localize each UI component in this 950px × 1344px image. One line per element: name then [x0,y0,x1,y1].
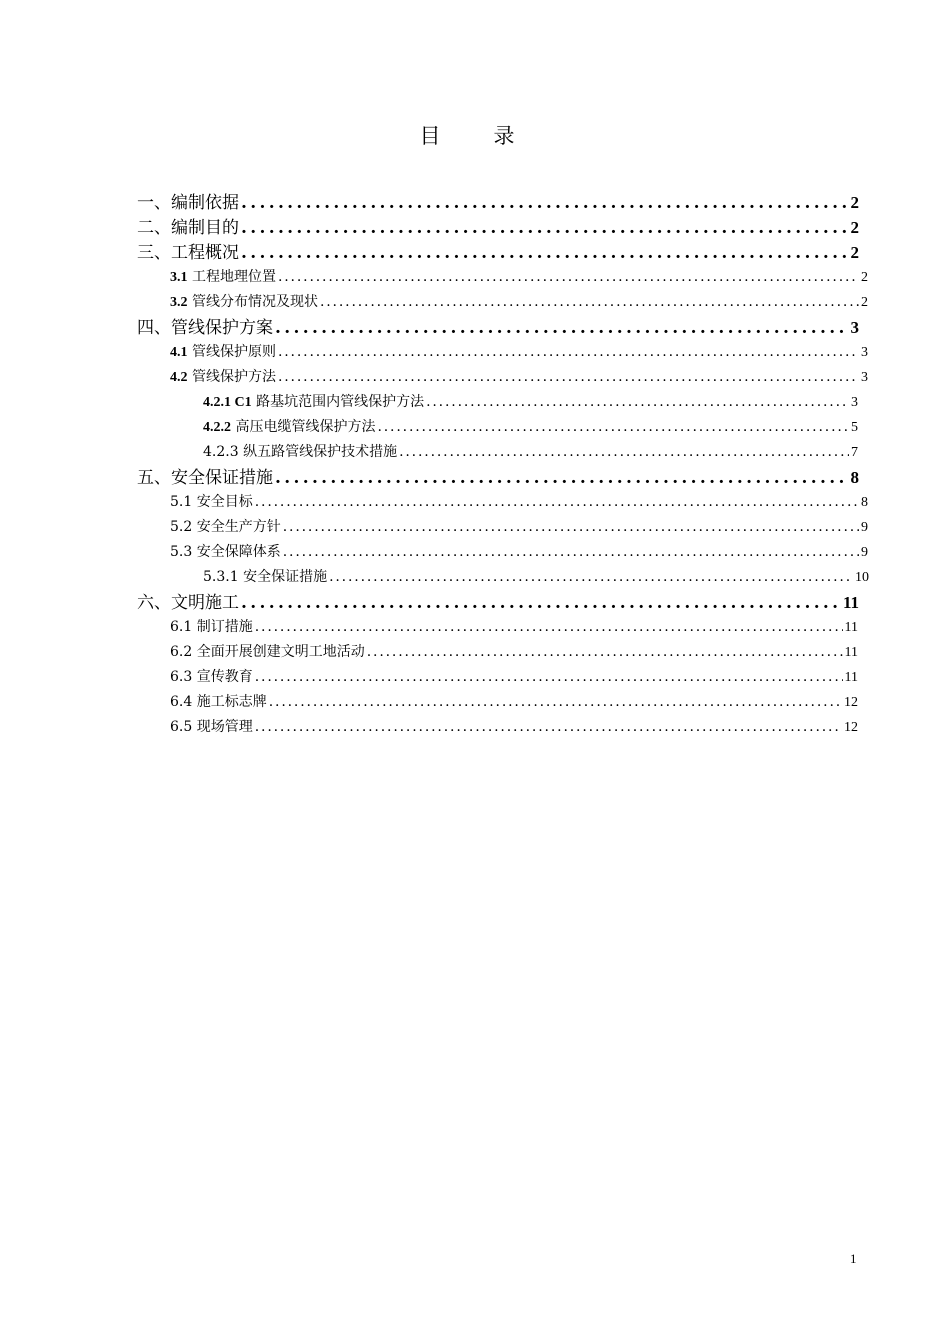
toc-leader-dots [283,544,859,560]
toc-entry-page: 5 [851,420,858,435]
toc-leader-dots [367,644,843,660]
toc-entry-7[interactable] [170,341,868,361]
toc-entry-label: 一、编制依据 [137,193,239,212]
toc-entry-page: 3 [850,318,859,337]
toc-entry-page: 8 [861,495,868,510]
toc-entry-22[interactable] [170,716,858,736]
toc-leader-dots [278,369,859,385]
toc-entry-page: 11 [844,670,858,685]
toc-entry-page: 11 [842,593,859,612]
toc-entry-page: 8 [850,468,859,487]
toc-leader-dots [399,444,849,460]
toc-entry-page: 10 [855,570,869,585]
toc-entry-label: 6.1 制订措施 [170,619,253,635]
toc-entry-17[interactable] [137,588,859,612]
toc-entry-15[interactable] [170,541,868,561]
toc-entry-number: 4.2.1 C1 [203,395,252,410]
toc-entry-page: 11 [844,620,858,635]
toc-leader-dots [320,294,859,310]
toc-entry-page: 2 [861,295,868,310]
toc-entry-label: 管线保护原则 [187,344,276,360]
toc-leader-dots [255,619,843,635]
toc-entry-3[interactable] [137,238,859,262]
toc-entry-13[interactable] [170,491,868,511]
toc-leader-dots [426,394,849,410]
toc-leader-dots [241,593,841,612]
toc-entry-page: 12 [844,720,858,735]
toc-entry-label: 5.2 安全生产方针 [170,519,281,535]
toc-entry-number: 4.2 [170,370,188,385]
toc-entry-label: 6.5 现场管理 [170,719,253,735]
toc-entry-1[interactable] [137,188,859,212]
toc-entry-21[interactable] [170,691,858,711]
toc-entry-label: 4.2.3 纵五路管线保护技术措施 [203,444,398,460]
toc-entry-5[interactable] [170,291,868,311]
toc-leader-dots [275,468,849,487]
toc-entry-label: 三、工程概况 [137,243,239,262]
toc-entry-label: 5.3 安全保障体系 [170,544,281,560]
toc-entry-label: 5.3.1 安全保证措施 [203,569,328,585]
toc-entry-label: 六、文明施工 [137,593,239,612]
toc-entry-19[interactable] [170,641,858,661]
toc-entry-4[interactable] [170,266,868,286]
toc-leader-dots [241,243,849,262]
toc-leader-dots [278,344,859,360]
toc-entry-label: 6.4 施工标志牌 [170,694,267,710]
toc-entry-label: 6.3 宣传教育 [170,669,253,685]
toc-entry-label: 6.2 全面开展创建文明工地活动 [170,644,365,660]
toc-entry-page: 12 [844,695,858,710]
toc-entry-label: 管线保护方法 [187,369,276,385]
toc-leader-dots [377,419,849,435]
toc-entry-number: 3.2 [170,295,188,310]
toc-leader-dots [241,193,849,212]
toc-leader-dots [255,494,859,510]
toc-entry-20[interactable] [170,666,858,686]
toc-entry-page: 9 [861,520,868,535]
toc-entry-label: 5.1 安全目标 [170,494,253,510]
toc-entry-label: 五、安全保证措施 [137,468,273,487]
toc-entry-number: 4.1 [170,345,188,360]
toc-leader-dots [283,519,859,535]
toc-entry-page: 3 [861,345,868,360]
toc-entry-label: 二、编制目的 [137,218,239,237]
toc-entry-16[interactable] [203,566,869,586]
toc-entry-8[interactable] [170,366,868,386]
toc-leader-dots [278,269,859,285]
toc-entry-number: 4.2.2 [203,420,231,435]
toc-leader-dots [255,669,843,685]
toc-entry-10[interactable] [203,416,858,436]
toc-entry-label: 高压电缆管线保护方法 [231,419,376,435]
toc-entry-page: 9 [861,545,868,560]
toc-entry-page: 2 [850,243,859,262]
toc-entry-11[interactable] [203,441,858,461]
toc-entry-9[interactable] [203,391,858,411]
toc-entry-number: 3.1 [170,270,188,285]
toc-entry-label: 路基坑范围内管线保护方法 [251,394,425,410]
toc-entry-page: 7 [851,445,858,460]
toc-entry-page: 2 [850,218,859,237]
toc-entry-6[interactable] [137,313,859,337]
toc-entry-label: 工程地理位置 [187,269,276,285]
toc-entry-label: 四、管线保护方案 [137,318,273,337]
toc-entry-14[interactable] [170,516,868,536]
toc-entry-label: 管线分布情况及现状 [187,294,318,310]
page-title: 目 录 [419,124,531,148]
toc-leader-dots [269,694,842,710]
toc-entry-page: 2 [861,270,868,285]
page-number: 1 [850,1251,857,1266]
toc-leader-dots [255,719,842,735]
toc-entry-page: 3 [861,370,868,385]
toc-leader-dots [329,569,853,585]
toc-entry-page: 11 [844,645,858,660]
toc-entry-18[interactable] [170,616,858,636]
toc-leader-dots [241,218,849,237]
toc-leader-dots [275,318,849,337]
toc-entry-page: 2 [850,193,859,212]
toc-entry-12[interactable] [137,463,859,487]
toc-entry-page: 3 [851,395,858,410]
toc-entry-2[interactable] [137,213,859,237]
